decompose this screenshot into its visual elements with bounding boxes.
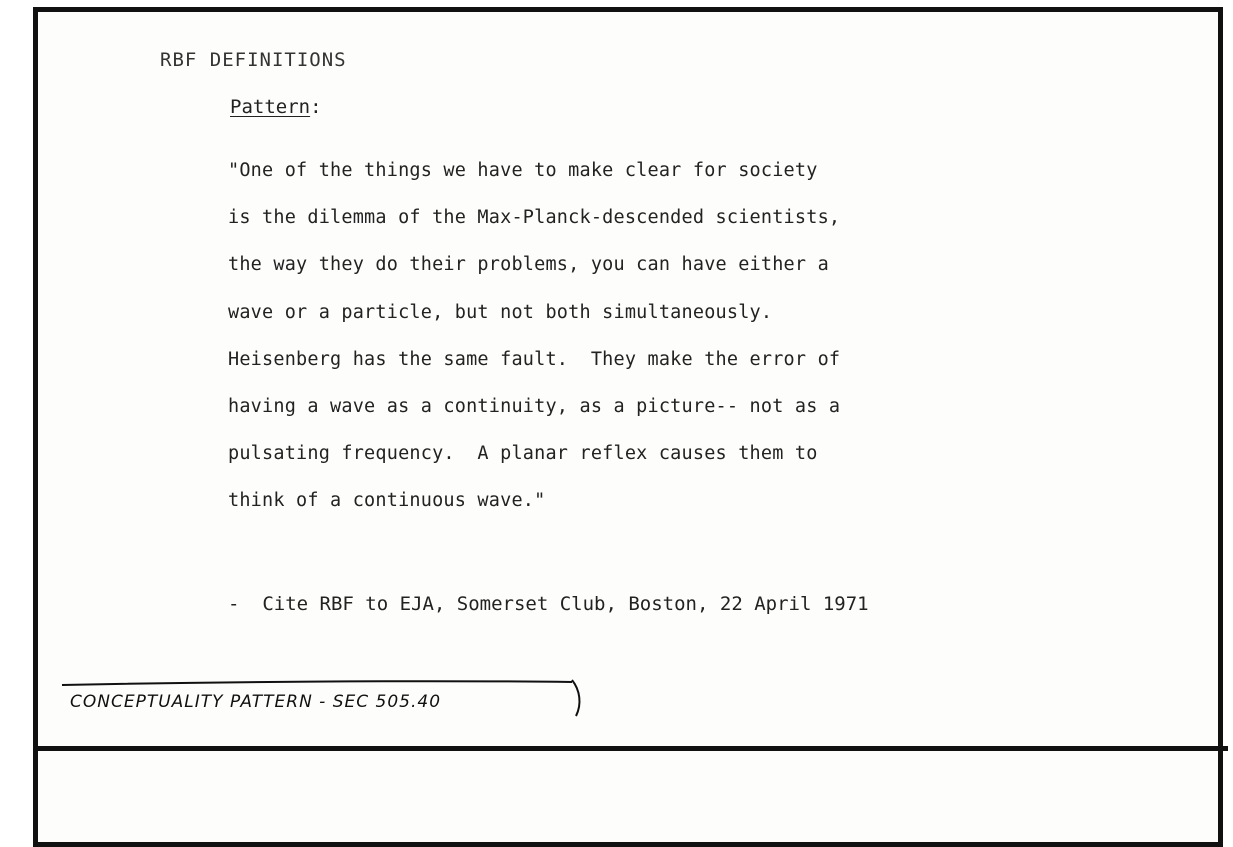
pattern-label-colon: : — [310, 96, 322, 118]
quote-line: Heisenberg has the same fault. They make the error of — [228, 348, 841, 370]
handwritten-note-text: CONCEPTUALITY PATTERN - SEC 505.40 — [70, 692, 442, 712]
quote-line: think of a continuous wave." — [228, 490, 546, 512]
pattern-label-text: Pattern — [230, 96, 311, 118]
quote-line: "One of the things we have to make clear for society — [228, 160, 818, 181]
citation: - Cite RBF to EJA, Somerset Club, Boston, 22 April 1971 — [228, 593, 869, 615]
quote-line: is the dilemma of the Max-Planck-descended scientists, — [228, 207, 841, 229]
quote-line: wave or a particle, but not both simultaneously. — [228, 301, 773, 323]
pattern-label — [230, 96, 322, 118]
quote-line: pulsating frequency. A planar reflex causes them to — [228, 443, 818, 465]
quote-line: having a wave as a continuity, as a picture-- not as a — [228, 395, 841, 417]
document-heading: RBF DEFINITIONS — [160, 49, 347, 71]
bottom-divider — [33, 746, 1228, 751]
quote-block — [228, 147, 1128, 525]
quote-line: the way they do their problems, you can have either a — [228, 254, 829, 276]
